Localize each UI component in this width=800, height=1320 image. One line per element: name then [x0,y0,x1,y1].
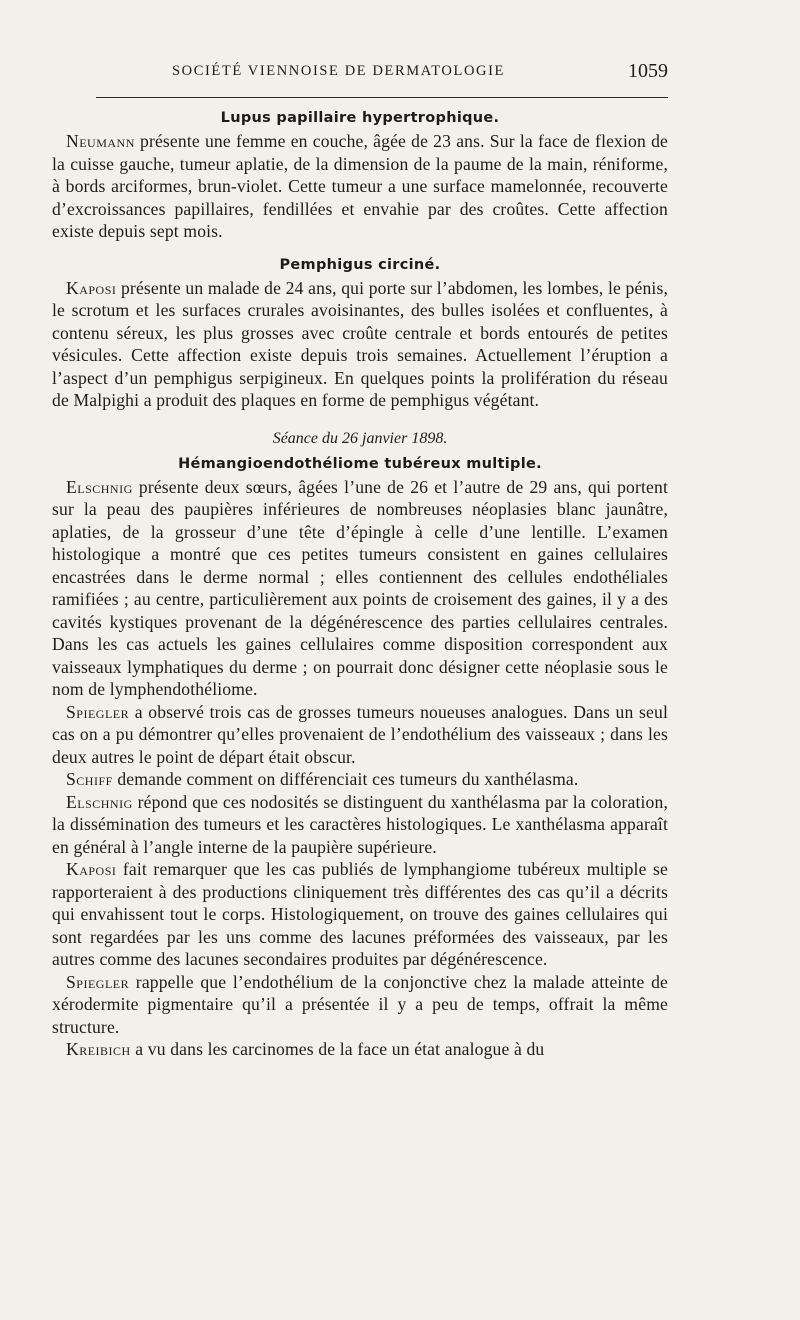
header-rule [96,97,668,98]
paragraph-text: fait remarquer que les cas publiés de lymphangiome tubéreux multiple se rapporteraient à des productions cliniquement très différentes des cas qu’il a décrits qui envahissent tout le corps. Histologiquement, on trouve des gaines cellulaires qui sont regardées par les uns comme des lacunes préformées des vaisseaux, par les autres comme des lacunes secondaires produites par dégénérescence. [52,859,668,969]
paragraph-text: présente un malade de 24 ans, qui porte sur l’abdomen, les lombes, le pénis, le scrotum et les surfaces crurales avoisinantes, des bulles isolées et confluentes, à contenu séreux, les plus grosses avec croûte centrale et bords entourés de petites vésicules. Cette affection existe depuis trois semaines. Actuellement l’éruption a l’aspect d’un pemphigus serpigineux. En quelques points la prolifération du réseau de Malpighi a produit des plaques en forme de pemphigus végétant. [52,277,668,410]
section-title-pemphigus: Pemphigus circiné. [279,256,441,273]
paragraph-text: présente une femme en couche, âgée de 23 ans. Sur la face de flexion de la cuisse gauche, tumeur aplatie, de la dimension de la paume de la main, réniforme, à bords arciformes, brun-violet. Cette tumeur a une surface mamelonnée, recouverte d’excroissances papillaires, fendillées et envahie par des croûtes. Cette affection existe depuis sept mois. [52,131,668,241]
paragraph-text: présente deux sœurs, âgées l’une de 26 et l’autre de 29 ans, qui portent sur la peau des paupières inférieures de nombreuses néoplasies blanc jaunâtre, aplaties, de la grosseur d’une tête d’épingle à celle d’une lentille. L’examen histologique a montré que ces petites tumeurs consistent en gaines cellulaires encastrées dans le derme normal ; elles contiennent des cellules endothéliales ramifiées ; au centre, particulièrement aux points de croisement des gaines, il y a des cavités kystiques provenant de la dégénérescence des parties cellulaires centrales. Dans les cas actuels les gaines cellulaires comme disposition correspondent aux vaisseaux lymphatiques du derme ; on pourrait donc désigner cette néoplasie sous le nom de lymphendothéliome. [52,476,668,699]
author-name: Kaposi [66,859,117,879]
author-name: Spiegler [66,971,130,992]
paragraph-text: a observé trois cas de grosses tumeurs noueuses analogues. Dans un seul cas on a pu démontrer qu’elles provenaient de l’endothélium des vaisseaux ; dans les deux autres le point de départ était obscur. [52,701,668,767]
section-title-hemangio: Hémangioendothéliome tubéreux multiple. [178,455,542,472]
paragraph-text: rappelle que l’endothélium de la conjonctive chez la malade atteinte de xérodermite pigmentaire qu’il a présentée il y a peu de temps, offrait la même structure. [52,971,668,1037]
author-name: Kreibich [66,1039,131,1059]
paragraph [52,858,668,971]
paragraph-text: a vu dans les carcinomes de la face un état analogue à du [130,1039,545,1059]
book-page [52,58,668,1061]
author-name: Elschnig [66,791,133,812]
paragraph [52,791,668,859]
paragraph-text: répond que ces nodosités se distinguent du xanthélasma par la coloration, la dissémination des tumeurs et les caractères histologiques. Le xanthélasma apparaît en général à l’angle interne de la paupière supérieure. [52,791,668,857]
author-name: Neumann [66,131,135,151]
seance-date: Séance du 26 janvier 1898. [272,429,448,447]
paragraph [52,971,668,1039]
paragraph [52,701,668,769]
paragraph [52,476,668,701]
author-name: Kaposi [66,277,117,298]
paragraph [52,1038,668,1061]
page-number: 1059 [628,60,668,82]
section-title-lupus: Lupus papillaire hypertrophique. [220,110,500,126]
running-header [52,58,668,88]
paragraph [52,768,668,791]
paragraph [52,277,668,412]
author-name: Spiegler [66,701,130,722]
running-title: SOCIÉTÉ VIENNOISE DE DERMATOLOGIE [172,63,505,79]
paragraph [52,130,668,243]
author-name: Schiff [66,769,113,789]
author-name: Elschnig [66,476,133,497]
paragraph-text: demande comment on différenciait ces tumeurs du xanthélasma. [112,769,579,789]
